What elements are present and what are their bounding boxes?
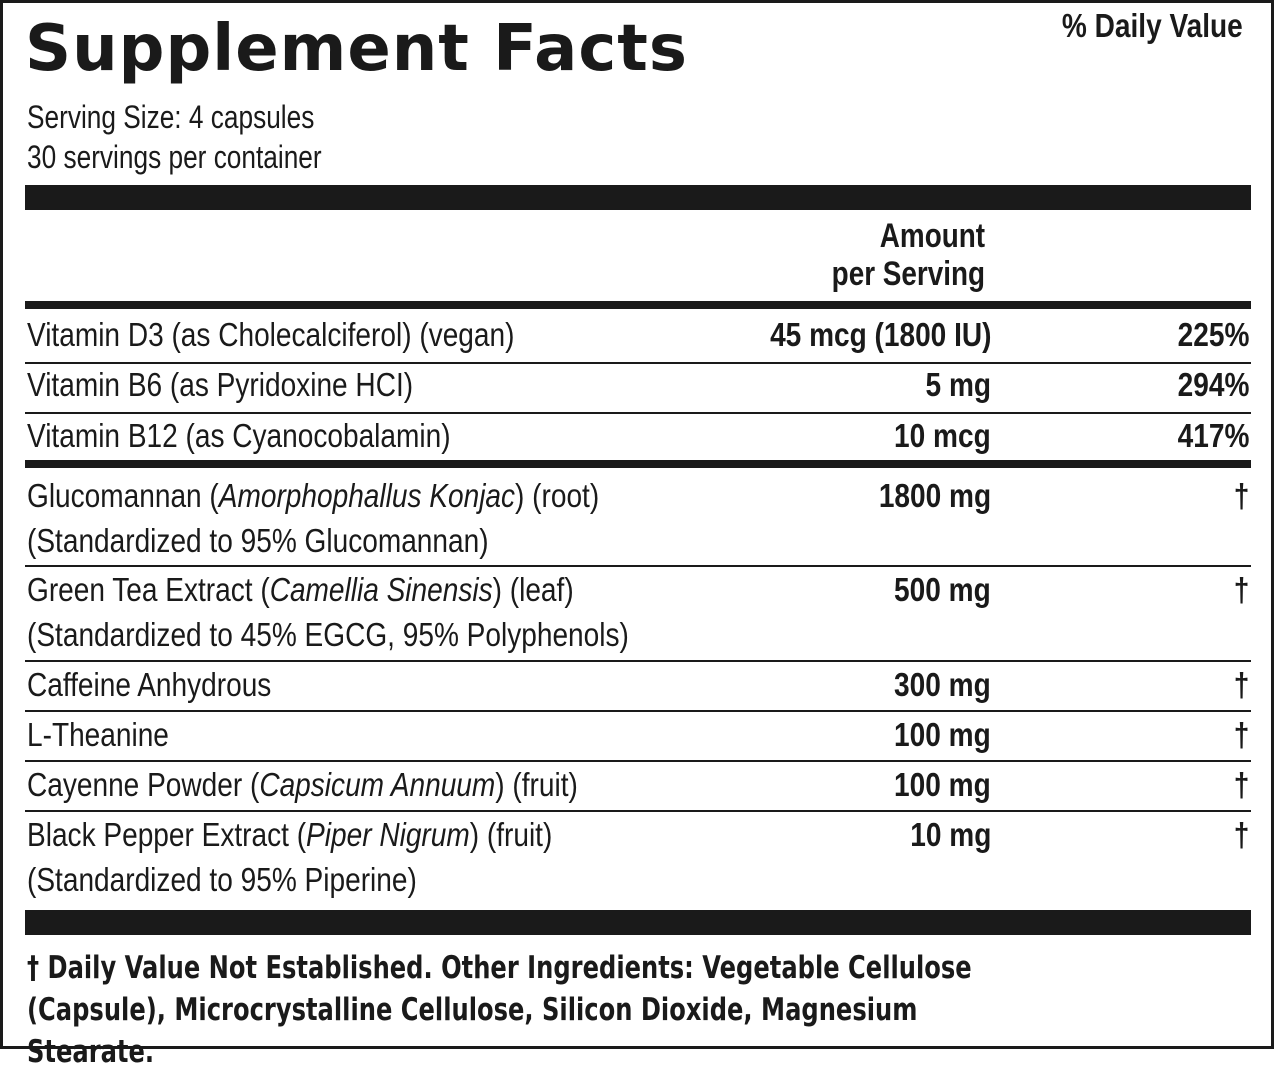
- nutrient-daily-value: 225%: [1177, 316, 1249, 353]
- header-amount-per-serving: Amount per Serving: [831, 217, 985, 293]
- ingredient-name: Black Pepper Extract (Piper Nigrum) (fruit) (Standardized to 95% Piperine): [27, 816, 553, 898]
- serving-size: Serving Size: 4 capsules: [27, 99, 315, 135]
- header-daily-value: % Daily Value: [1062, 7, 1243, 44]
- nutrient-name: Vitamin D3 (as Cholecalciferol) (vegan): [27, 316, 515, 353]
- ingredient-amount: 300 mg: [894, 666, 991, 703]
- ingredient-amount: 500 mg: [894, 571, 991, 608]
- top-thick-bar: [25, 185, 1251, 210]
- nutrient-daily-value: 294%: [1177, 366, 1249, 403]
- servings-per-container: 30 servings per container: [27, 139, 322, 175]
- nutrient-name: Vitamin B12 (as Cyanocobalamin): [27, 417, 451, 454]
- row-divider: [25, 710, 1251, 712]
- standardization-note: (Standardized to 45% EGCG, 95% Polyphenols): [27, 616, 629, 653]
- ingredient-amount: 100 mg: [894, 766, 991, 803]
- section-divider-bar: [25, 460, 1251, 468]
- botanical-name: Amorphophallus Konjac: [218, 477, 516, 514]
- dagger-symbol: †: [1233, 477, 1249, 514]
- bottom-thick-bar: [25, 910, 1251, 935]
- dagger-symbol: †: [1233, 666, 1249, 703]
- standardization-note: (Standardized to 95% Piperine): [27, 861, 417, 898]
- ingredient-amount: 1800 mg: [878, 477, 991, 514]
- nutrient-amount: 10 mcg: [894, 417, 991, 454]
- ingredient-name: Glucomannan (Amorphophallus Konjac) (root) (Standardized to 95% Glucomannan): [27, 477, 600, 559]
- botanical-name: Camellia Sinensis: [269, 571, 493, 608]
- serving-info: [27, 97, 322, 177]
- botanical-name: Piper Nigrum: [306, 816, 470, 853]
- nutrient-amount: 45 mcg (1800 IU): [769, 316, 991, 353]
- nutrient-amount: 5 mg: [925, 366, 991, 403]
- dagger-symbol: †: [1233, 716, 1249, 753]
- dagger-symbol: †: [1233, 571, 1249, 608]
- ingredient-name: Cayenne Powder (Capsicum Annuum) (fruit): [27, 766, 578, 803]
- ingredient-amount: 100 mg: [894, 716, 991, 753]
- footnote-other-ingredients: † Daily Value Not Established. Other Ingredients: Vegetable Cellulose (Capsule), Microcrystalline Cellulose, Silicon Dioxide, Magnesium Stearate.: [27, 950, 972, 1070]
- ingredient-amount: 10 mg: [909, 816, 991, 853]
- header-divider-bar: [25, 301, 1251, 309]
- standardization-note: (Standardized to 95% Glucomannan): [27, 522, 489, 559]
- panel-title: Supplement Facts: [25, 12, 688, 86]
- ingredient-name: Green Tea Extract (Camellia Sinensis) (leaf) (Standardized to 45% EGCG, 95% Polyphenols): [27, 571, 629, 653]
- ingredient-name: Caffeine Anhydrous: [27, 666, 272, 703]
- botanical-name: Capsicum Annuum: [259, 766, 496, 803]
- nutrient-daily-value: 417%: [1177, 417, 1249, 454]
- ingredient-name: L-Theanine: [27, 716, 169, 753]
- dagger-symbol: †: [1233, 766, 1249, 803]
- dagger-symbol: †: [1233, 816, 1249, 853]
- nutrient-name: Vitamin B6 (as Pyridoxine HCI): [27, 366, 414, 403]
